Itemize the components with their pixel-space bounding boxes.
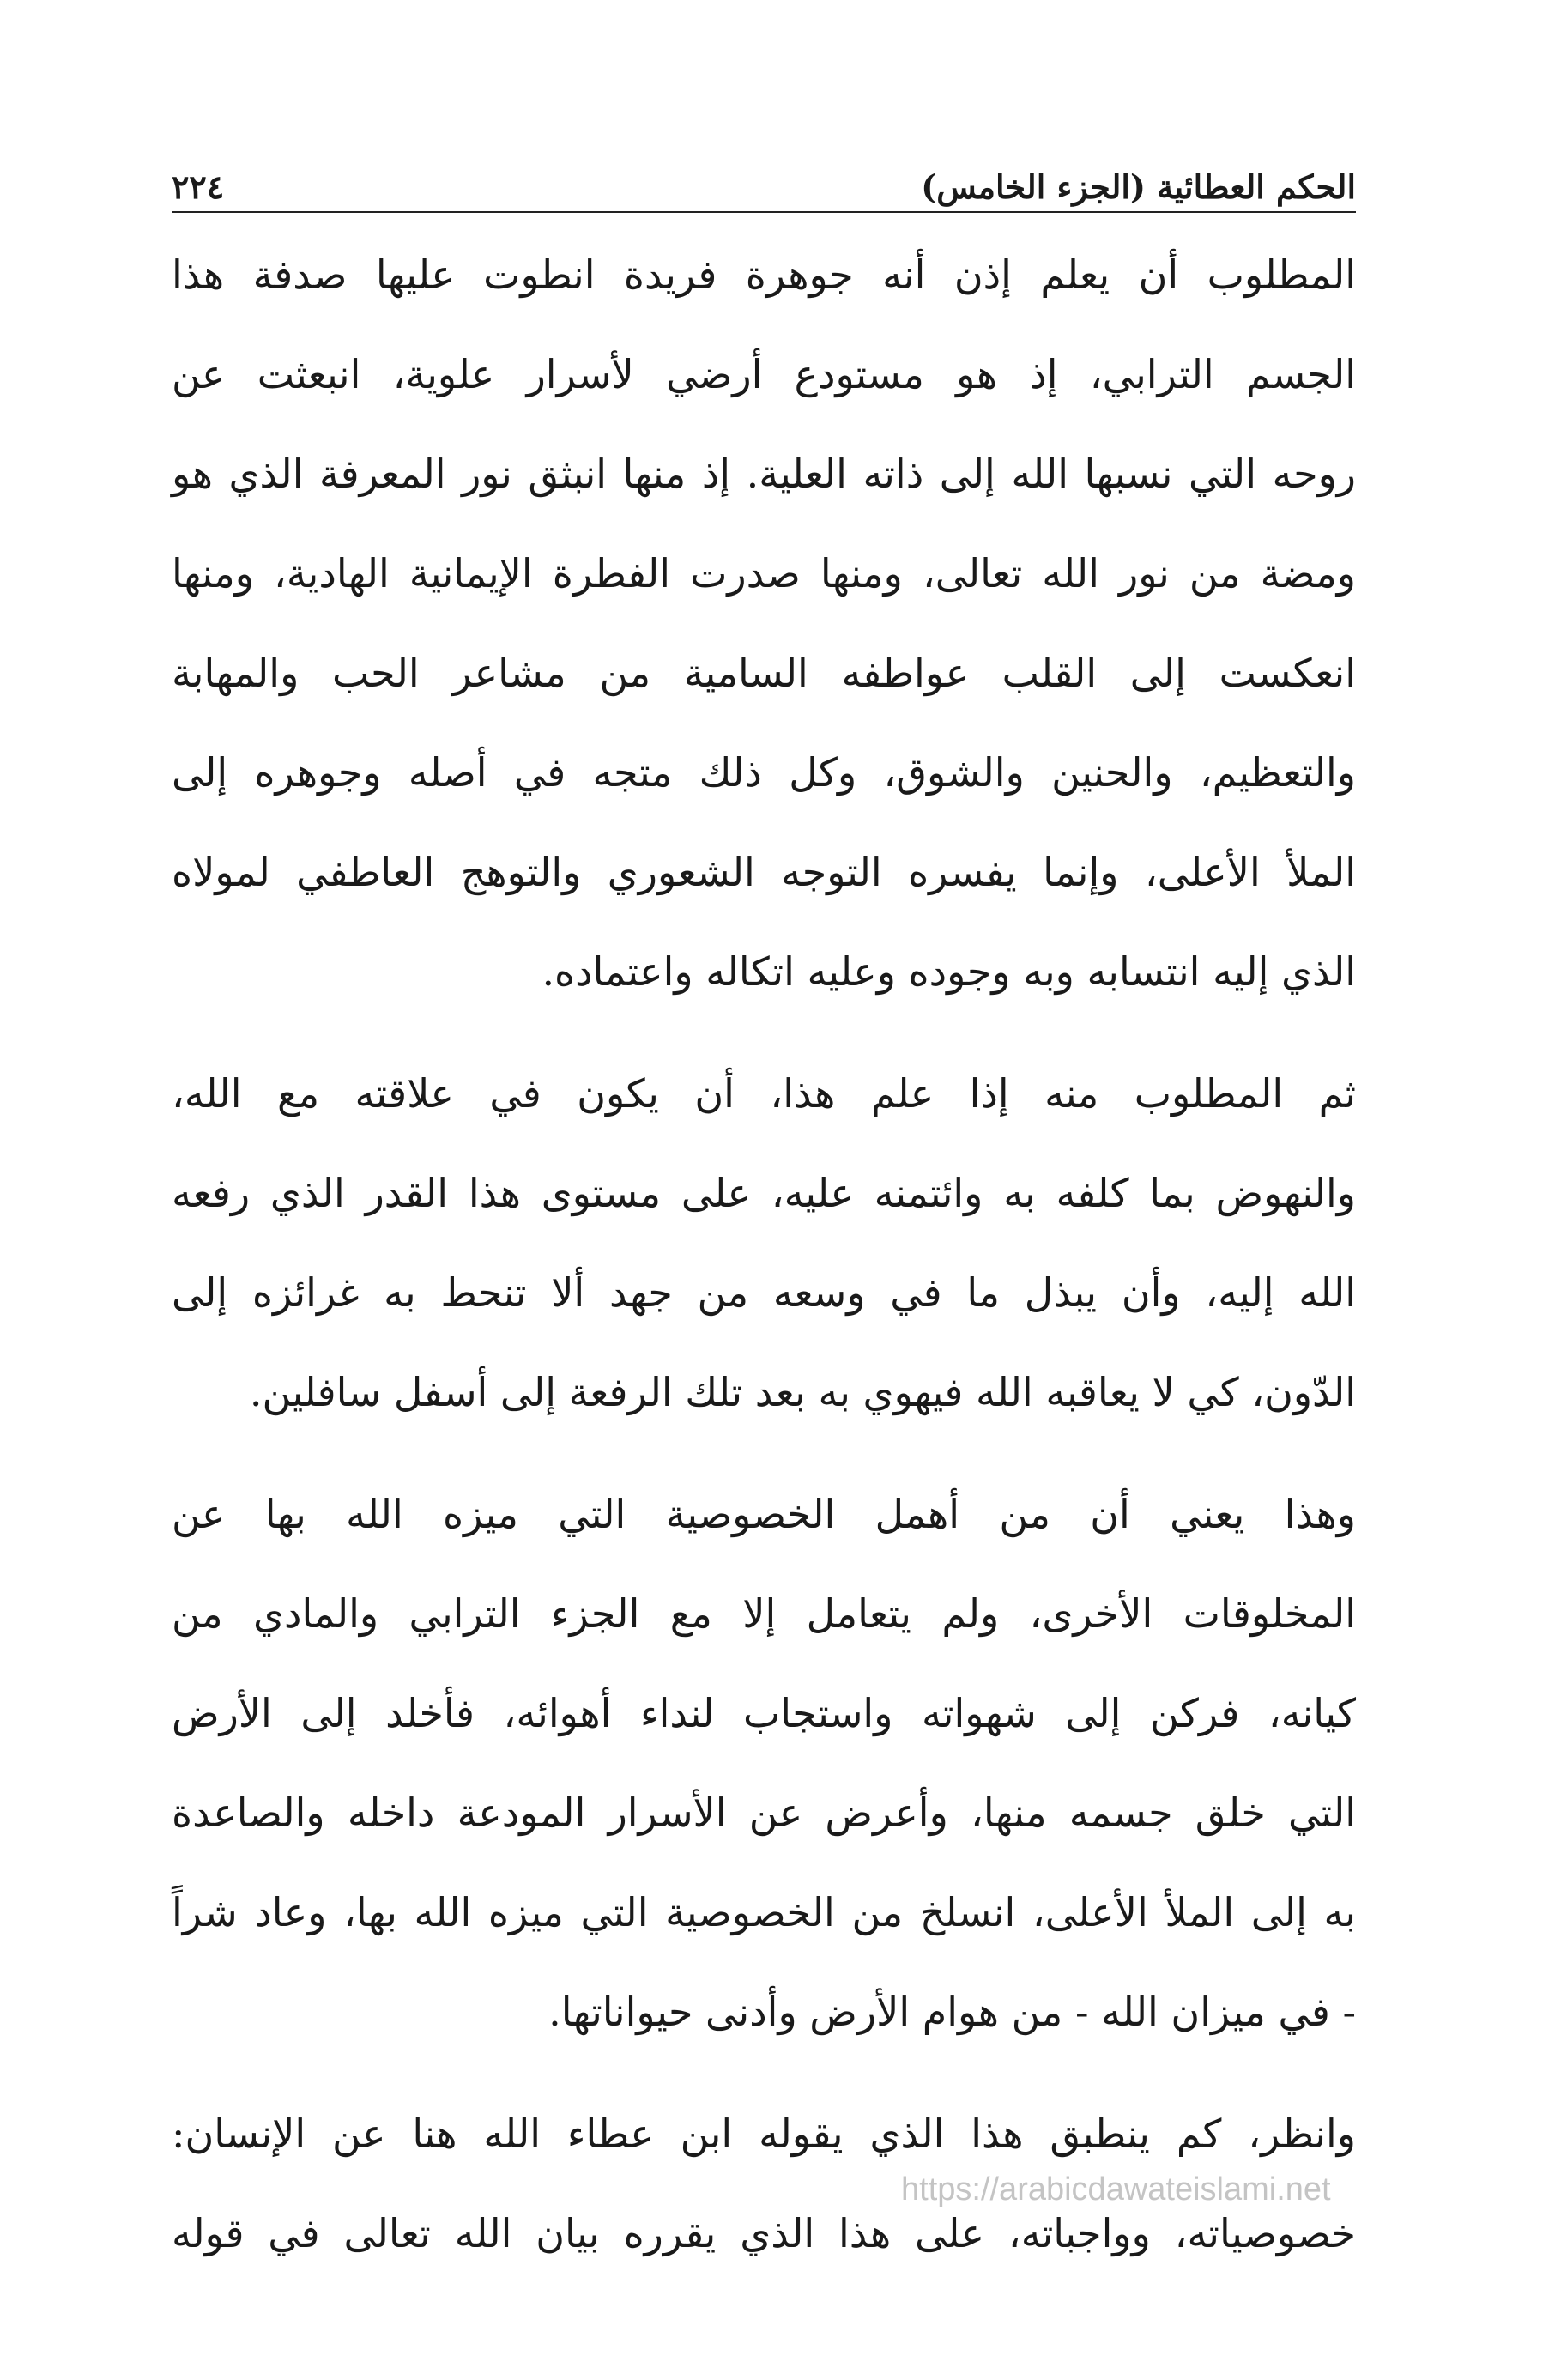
text-line: - في ميزان الله - من هوام الأرض وأدنى حيواناتها. xyxy=(548,1989,1356,2035)
text-line: وانظر، كم ينطبق هذا الذي يقوله ابن عطاء الله هنا عن الإنسان: xyxy=(172,2111,1356,2157)
text-line: به إلى الملأ الأعلى، انسلخ من الخصوصية التي ميزه الله بها، وعاد شراً xyxy=(172,1889,1356,1935)
text-line: الله إليه، وأن يبذل ما في وسعه من جهد ألا تنحط به غرائزه إلى xyxy=(172,1269,1356,1316)
header-divider xyxy=(172,211,1356,213)
text-line: روحه التي نسبها الله إلى ذاته العلية. إذ منها انبثق نور المعرفة الذي هو xyxy=(172,451,1356,497)
page-header xyxy=(172,146,1356,206)
text-line: الذي إليه انتسابه وبه وجوده وعليه اتكاله واعتماده. xyxy=(542,948,1356,995)
text-line: الدّون، كي لا يعاقبه الله فيهوي به بعد تلك الرفعة إلى أسفل سافلين. xyxy=(249,1369,1356,1415)
text-line: ومضة من نور الله تعالى، ومنها صدرت الفطرة الإيمانية الهادية، ومنها xyxy=(172,550,1356,597)
body-text xyxy=(172,225,1356,2305)
running-title: الحكم العطائية (الجزء الخامس) xyxy=(921,167,1356,206)
page-number: ٢٢٤ xyxy=(172,167,225,206)
text-line: ثم المطلوب منه إذا علم هذا، أن يكون في علاقته مع الله، xyxy=(172,1070,1356,1117)
paragraph-2 xyxy=(172,1044,1356,1442)
text-line: الملأ الأعلى، وإنما يفسره التوجه الشعوري والتوهج العاطفي لمولاه xyxy=(172,849,1356,895)
watermark-url: https://arabicdawateislami.net xyxy=(901,2171,1331,2207)
text-line: خصوصياته، وواجباته، على هذا الذي يقرره بيان الله تعالى في قوله xyxy=(172,2210,1356,2256)
paragraph-1 xyxy=(172,225,1356,1021)
text-line: انعكست إلى القلب عواطفه السامية من مشاعر الحب والمهابة xyxy=(172,650,1356,696)
text-line: وهذا يعني أن من أهمل الخصوصية التي ميزه الله بها عن xyxy=(172,1491,1356,1537)
text-line: المطلوب أن يعلم إذن أنه جوهرة فريدة انطوت عليها صدفة هذا xyxy=(172,251,1356,298)
text-line: الجسم الترابي، إذ هو مستودع أرضي لأسرار علوية، انبعثت عن xyxy=(172,351,1356,397)
text-line: والنهوض بما كلفه به وائتمنه عليه، على مستوى هذا القدر الذي رفعه xyxy=(172,1170,1356,1216)
text-line: التي خلق جسمه منها، وأعرض عن الأسرار المودعة داخله والصاعدة xyxy=(172,1790,1356,1836)
text-line: والتعظيم، والحنين والشوق، وكل ذلك متجه في أصله وجوهره إلى xyxy=(172,749,1356,796)
paragraph-3 xyxy=(172,1464,1356,2062)
text-line: المخلوقات الأخرى، ولم يتعامل إلا مع الجزء الترابي والمادي من xyxy=(172,1590,1356,1637)
text-line: كيانه، فركن إلى شهواته واستجاب لنداء أهوائه، فأخلد إلى الأرض xyxy=(172,1690,1356,1736)
